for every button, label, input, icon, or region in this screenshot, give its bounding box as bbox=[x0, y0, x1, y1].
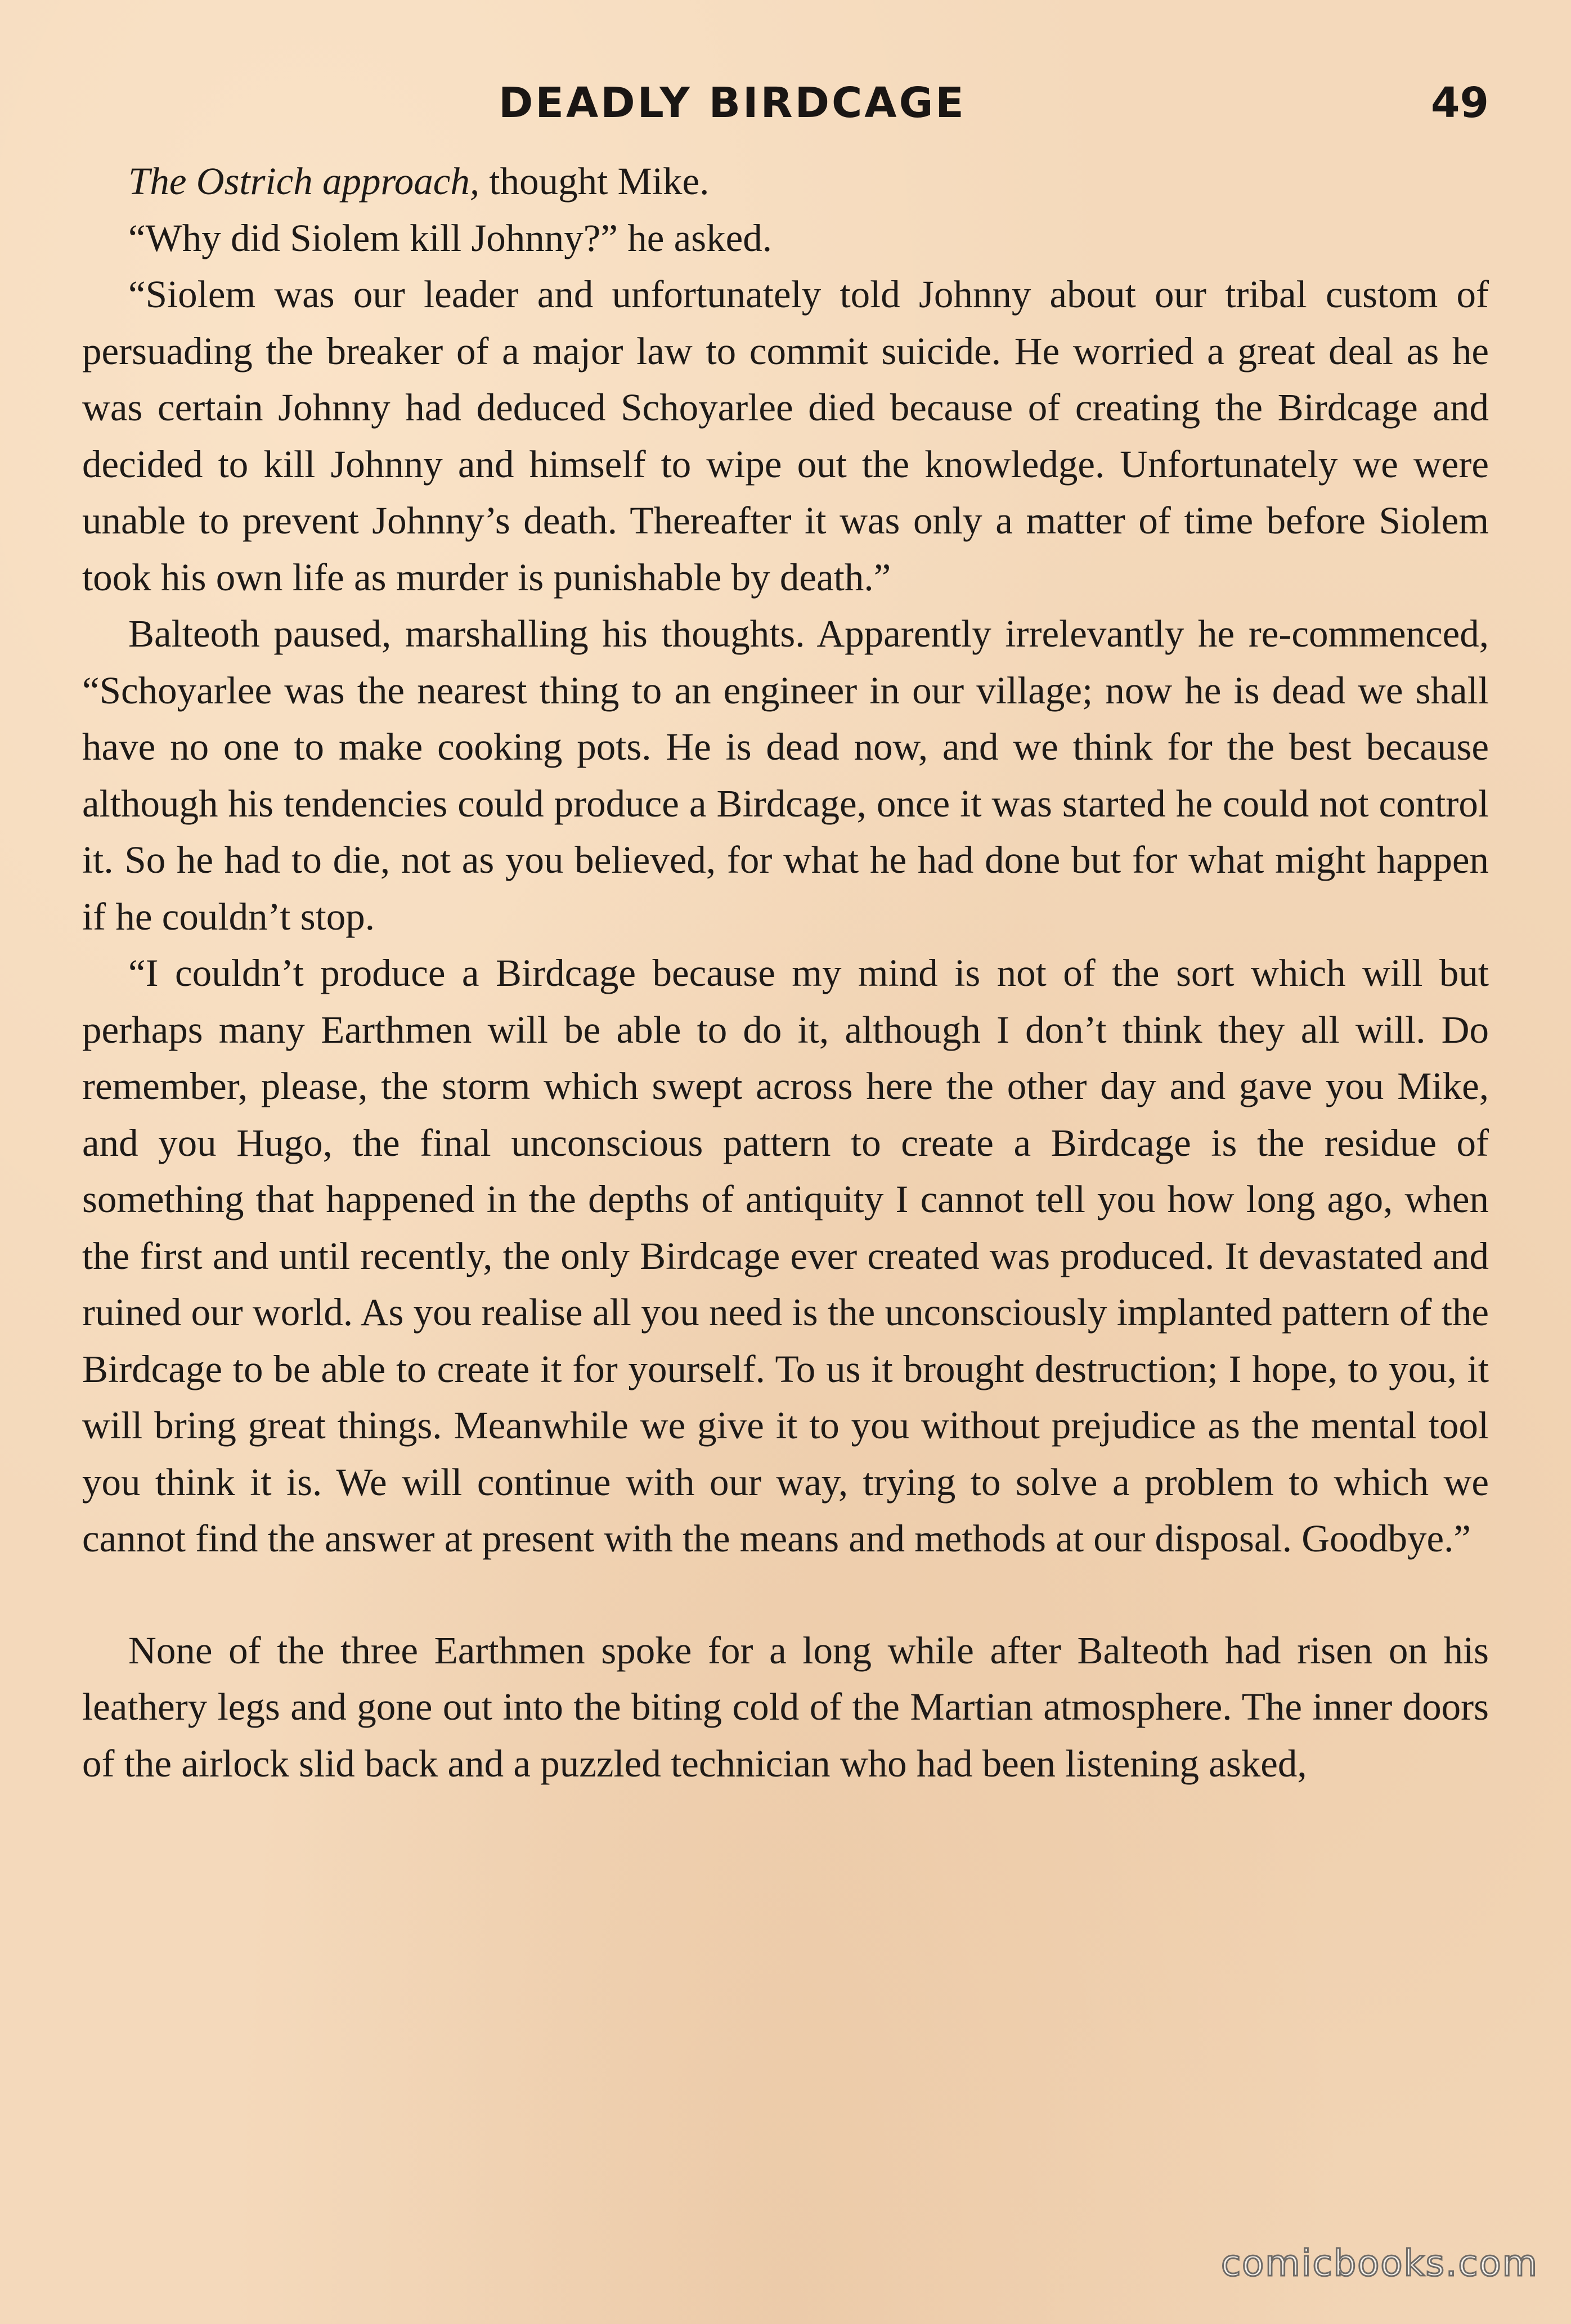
running-title: DEADLY BIRDCAGE bbox=[499, 79, 966, 127]
paragraph: Balteoth paused, marshalling his thoughts. Apparently irrelevantly he re-commenced, “Schoyarlee was the nearest thing to an engineer in our village; now he is dead we shall have no one to make cooking pots. He is dead now, and we think for the best because although his tendencies could produce a Birdcage, once it was started he could not control it. So he had to die, not as you believed, for what he had done but for what might happen if he couldn’t stop. bbox=[82, 612, 1489, 938]
paragraph: “Why did Siolem kill Johnny?” he asked. bbox=[128, 216, 773, 259]
watermark-logo: comicbooks.com bbox=[1220, 2243, 1538, 2285]
paragraph: “Siolem was our leader and unfortunately told Johnny about our tribal custom of persuading the breaker of a major law to commit suicide. He worried a great deal as he was certain Johnny had deduced Schoyarlee died because of creating the Birdcage and decided to kill Johnny and himself to wipe out the knowledge. Unfortunately we were unable to prevent Johnny’s death. Thereafter it was only a matter of time before Siolem took his own life as murder is punishable by death.” bbox=[82, 273, 1489, 599]
paragraph: “I couldn’t produce a Birdcage because my mind is not of the sort which will but perhaps many Earthmen will be able to do it, although I don’t think they all will. Do remember, please, the storm which swept across here the other day and gave you Mike, and you Hugo, the final unconscious pattern to create a Birdcage is the residue of something that happened in the depths of antiquity I cannot tell you how long ago, when the first and until recently, the only Birdcage ever created was produced. It devastated and ruined our world. As you realise all you need is the unconsciously implanted pattern of the Birdcage to be able to create it for yourself. To us it brought destruction; I hope, to you, it will bring great things. Meanwhile we give it to you without prejudice as the mental tool you think it is. We will continue with our way, trying to solve a problem to which we cannot find the answer at present with the means and methods at our disposal. Goodbye.” bbox=[82, 952, 1489, 1560]
running-head bbox=[0, 79, 1571, 141]
paragraph bbox=[82, 153, 1489, 210]
paragraph: None of the three Earthmen spoke for a long while after Balteoth had risen on his leathery legs and gone out into the biting cold of the Martian atmosphere. The inner doors of the airlock slid back and a puzzled technician who had been listening asked, bbox=[82, 1628, 1489, 1785]
paragraph-text: thought Mike. bbox=[479, 160, 710, 203]
italic-lead: The Ostrich approach, bbox=[128, 160, 480, 203]
page-number: 49 bbox=[1431, 79, 1489, 127]
body-text bbox=[82, 153, 1489, 1792]
